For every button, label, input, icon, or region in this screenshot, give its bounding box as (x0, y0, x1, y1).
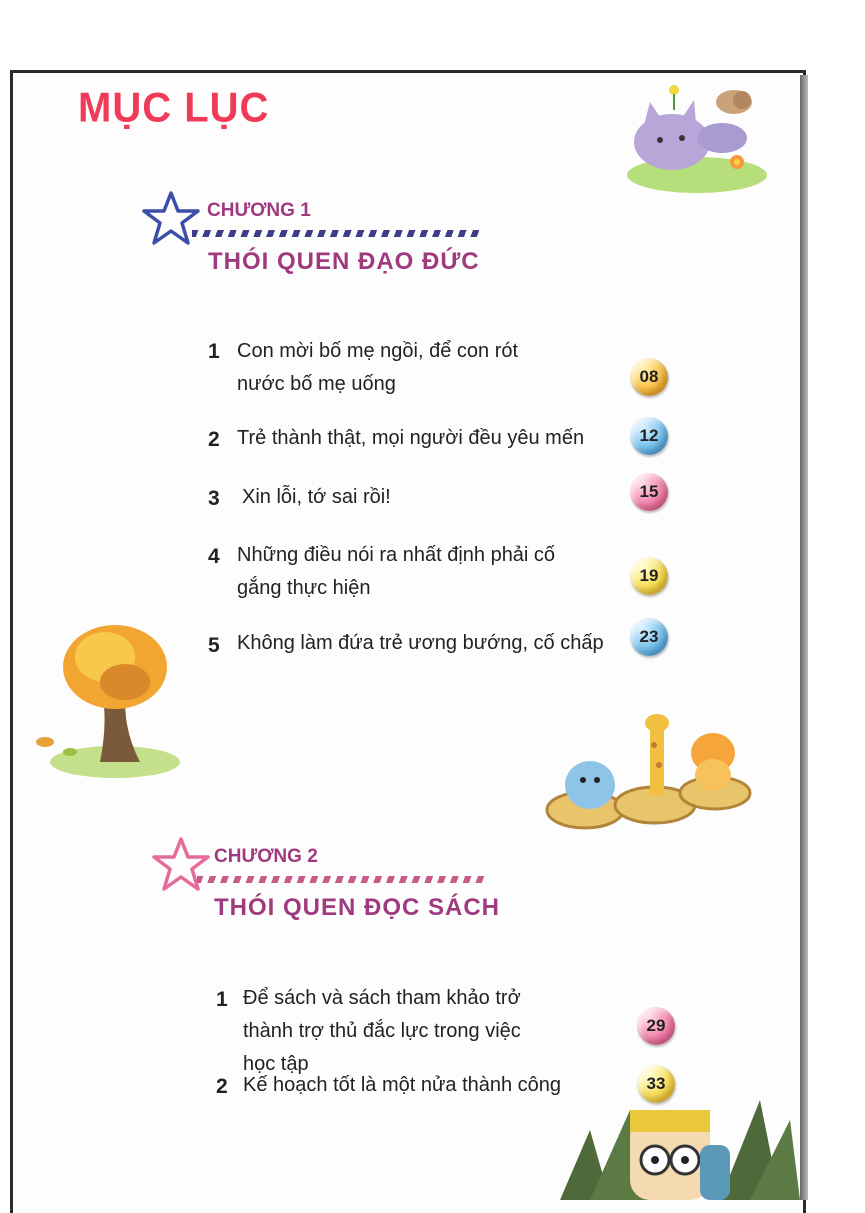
chapter-1-label: CHƯƠNG 1 (207, 200, 311, 221)
page-title: MỤC LỤC (78, 84, 270, 132)
page-number-badge[interactable]: 15 (630, 473, 668, 511)
page-number-badge[interactable]: 33 (637, 1065, 675, 1103)
entry-number: 1 (208, 340, 220, 363)
chapter-2-title: THÓI QUEN ĐỌC SÁCH (214, 894, 501, 921)
entry-title[interactable]: Kế hoạch tốt là một nửa thành công (243, 1074, 562, 1096)
page-number-badge[interactable]: 12 (630, 417, 668, 455)
tree-illustration (30, 612, 180, 782)
chapter-2-divider (197, 876, 487, 883)
entry-number: 1 (216, 988, 228, 1011)
entry-title[interactable]: Xin lỗi, tớ sai rồi! (242, 486, 391, 508)
entry-title[interactable]: Những điều nói ra nhất định phải cố gắng thực hiện (237, 544, 556, 599)
star-icon (140, 190, 202, 248)
frame-shadow (800, 75, 808, 1200)
character-illustration (560, 1090, 800, 1200)
chapter-1-divider (192, 230, 482, 237)
entry-number: 5 (208, 634, 220, 657)
star-icon (150, 836, 212, 894)
chapter-1-title: THÓI QUEN ĐẠO ĐỨC (208, 248, 480, 275)
entry-number: 4 (208, 545, 220, 568)
chapter-2-label: CHƯƠNG 2 (214, 846, 318, 867)
animals-illustration (545, 705, 760, 840)
entry-title[interactable]: Trẻ thành thật, mọi người đều yêu mến (237, 427, 585, 449)
page-number-badge[interactable]: 08 (630, 358, 668, 396)
entry-title[interactable]: Con mời bố mẹ ngồi, để con rót nước bố mẹ uống (237, 340, 519, 395)
entry-title[interactable]: Không làm đứa trẻ ương bướng, cố chấp (237, 632, 604, 654)
entry-number: 2 (208, 428, 220, 451)
page-number-badge[interactable]: 19 (630, 557, 668, 595)
cats-illustration (622, 80, 772, 195)
entry-title[interactable]: Để sách và sách tham khảo trở thành trợ thủ đắc lực trong việc học tập (243, 987, 521, 1075)
page-number-badge[interactable]: 29 (637, 1007, 675, 1045)
entry-number: 2 (216, 1075, 228, 1098)
entry-number: 3 (208, 487, 220, 510)
page-number-badge[interactable]: 23 (630, 618, 668, 656)
